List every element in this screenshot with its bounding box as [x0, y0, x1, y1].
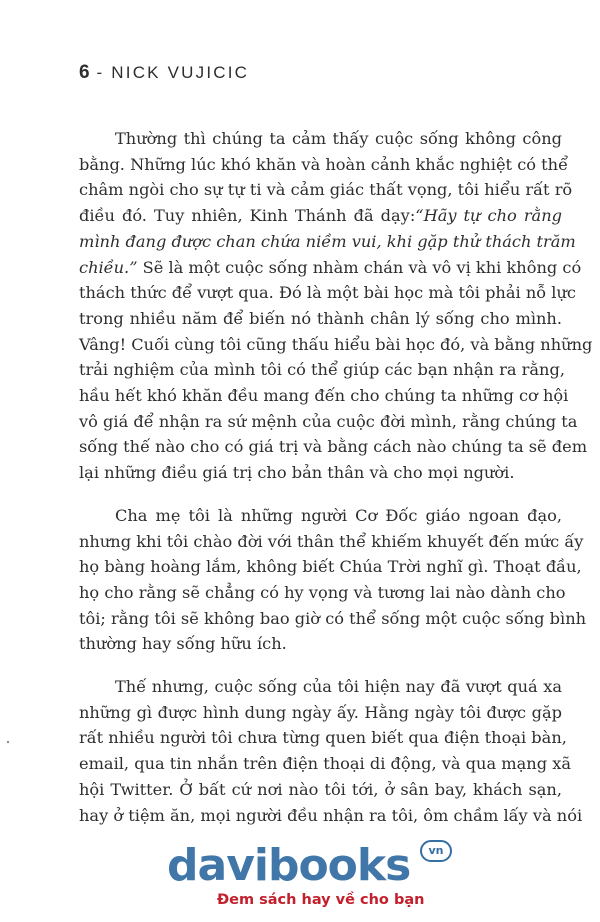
- bible-quote: “Hãy tự cho rằng: [415, 206, 562, 226]
- text-line: họ bàng hoàng lắm, không biết Chúa Trời nghĩ gì. Thoạt đầu,: [79, 557, 582, 577]
- running-header: [79, 62, 249, 84]
- text-line: trải nghiệm của mình tôi có thể giúp các bạn nhận ra rằng,: [79, 360, 565, 380]
- text-line: hầu hết khó khăn đều mang đến cho chúng ta những cơ hội: [79, 386, 569, 406]
- vn-badge: vn: [420, 840, 452, 862]
- text-line: hội Twitter. Ở bất cứ nơi nào tôi tới, ở sân bay, khách sạn,: [79, 779, 562, 799]
- text-line: Thế nhưng, cuộc sống của tôi hiện nay đã vượt quá xa: [115, 677, 562, 697]
- text-line: tôi; rằng tôi sẽ không bao giờ có thể sống một cuộc sống bình: [79, 608, 587, 628]
- text-line: châm ngòi cho sự tự ti và cảm giác thất vọng, tôi hiểu rất rõ: [79, 180, 573, 200]
- scan-speck: [7, 741, 9, 743]
- text-line: trong nhiều năm để biến nó thành chân lý sống cho mình.: [79, 308, 562, 328]
- text-line: bằng. Những lúc khó khăn và hoàn cảnh khắc nghiệt có thể: [79, 154, 569, 174]
- text-line: nhưng khi tôi chào đời với thân thể khiếm khuyết đến mức ấy: [79, 531, 584, 551]
- text-line: lại những điều giá trị cho bản thân và cho mọi người.: [79, 463, 515, 483]
- text-line: Cha mẹ tôi là những người Cơ Đốc giáo ngoan đạo,: [115, 505, 562, 525]
- text-line: Thường thì chúng ta cảm thấy cuộc sống không công: [115, 129, 562, 148]
- text-line: thường hay sống hữu ích.: [79, 634, 287, 654]
- text-line: email, qua tin nhắn trên điện thoại di động, và qua mạng xã: [79, 754, 571, 774]
- text-line-with-quote: [79, 203, 562, 229]
- bible-quote-line: mình đang được chan chứa niềm vui, khi gặp thử thách trăm: [79, 231, 576, 251]
- text-run: điều đó. Tuy nhiên, Kinh Thánh đã dạy:: [79, 206, 416, 226]
- text-line-with-quote: [79, 255, 582, 281]
- bible-quote-end: chiều.”: [79, 257, 138, 277]
- text-line: sống thế nào cho có giá trị và bằng cách nào chúng ta sẽ đem: [79, 437, 588, 457]
- text-line: hay ở tiệm ăn, mọi người đều nhận ra tôi, ôm chầm lấy và nói: [79, 805, 583, 825]
- author-name: NICK VUJICIC: [111, 63, 250, 82]
- page-number: 6: [79, 62, 90, 83]
- davibooks-logo: davibooks: [167, 840, 411, 891]
- paragraph-3: [79, 674, 583, 828]
- text-line: những gì được hình dung ngày ấy. Hằng ngày tôi được gặp: [79, 702, 562, 722]
- paragraph-2: [79, 503, 587, 657]
- text-line: thách thức để vượt qua. Đó là một bài học mà tôi phải nỗ lực: [79, 283, 576, 303]
- text-run: Sẽ là một cuộc sống nhàm chán và vô vị khi không có: [137, 257, 582, 277]
- text-line: Vâng! Cuối cùng tôi cũng thấu hiểu bài học đó, và bằng những: [79, 334, 593, 354]
- text-line: vô giá để nhận ra sứ mệnh của cuộc đời mình, rằng chúng ta: [79, 411, 578, 431]
- watermark-tagline: Đem sách hay về cho bạn: [217, 892, 425, 908]
- paragraph-1: [79, 126, 593, 486]
- body-text: [79, 126, 593, 828]
- header-separator: -: [89, 63, 112, 82]
- davibooks-watermark: [167, 842, 457, 918]
- text-line: rất nhiều người tôi chưa từng quen biết qua điện thoại bàn,: [79, 728, 567, 748]
- text-line: họ cho rằng sẽ chẳng có hy vọng và tương lai nào dành cho: [79, 582, 566, 602]
